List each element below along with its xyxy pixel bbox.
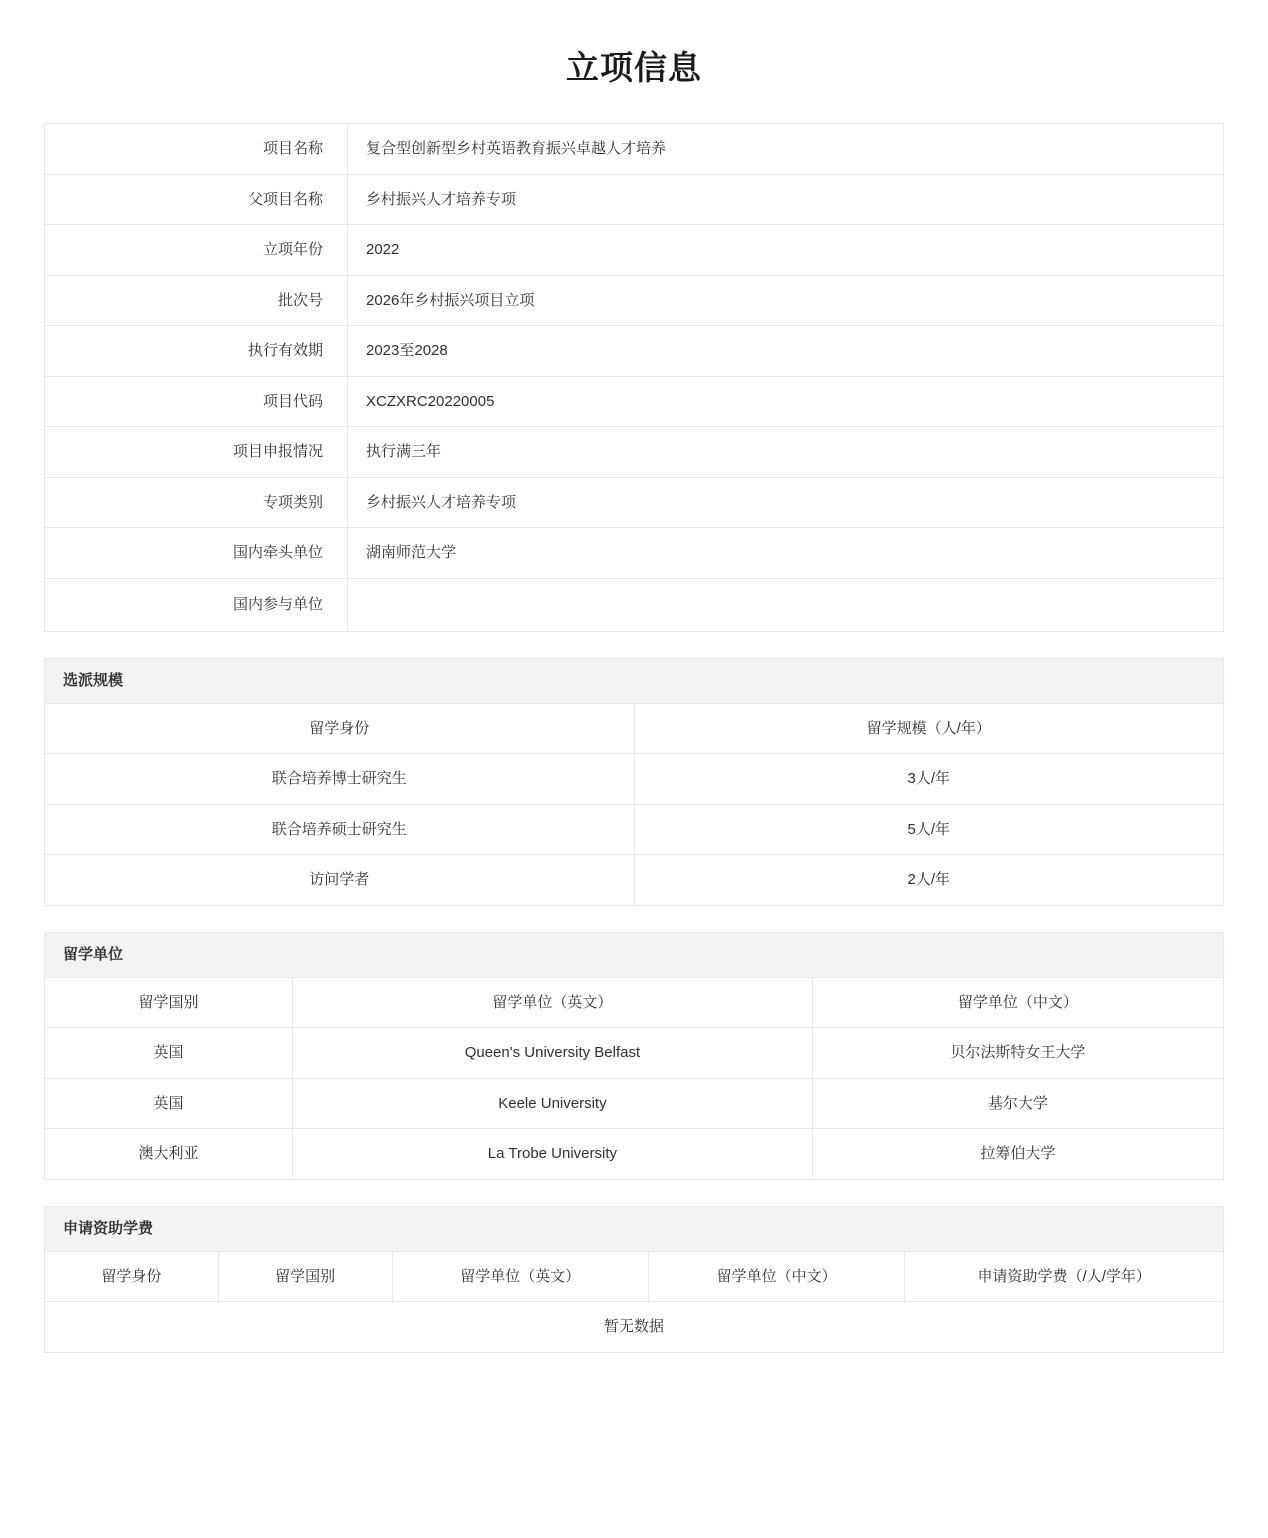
info-label: 立项年份 xyxy=(45,225,348,276)
column-header: 留学国别 xyxy=(45,978,293,1028)
funding-title: 申请资助学费 xyxy=(45,1207,1223,1252)
selection-scale-head xyxy=(45,704,1223,754)
funding-head xyxy=(45,1252,1223,1302)
table-cell: 澳大利亚 xyxy=(45,1129,293,1180)
table-cell: 联合培养博士研究生 xyxy=(45,754,634,805)
table-cell: 5人/年 xyxy=(634,804,1223,855)
info-label: 国内参与单位 xyxy=(45,578,348,631)
institutions-title: 留学单位 xyxy=(45,933,1223,978)
table-cell: La Trobe University xyxy=(293,1129,813,1180)
table-row xyxy=(45,1028,1223,1079)
selection-scale-title: 选派规模 xyxy=(45,659,1223,704)
table-cell: 基尔大学 xyxy=(812,1078,1223,1129)
info-value: 乡村振兴人才培养专项 xyxy=(348,477,1224,528)
table-row xyxy=(45,477,1223,528)
info-value: 执行满三年 xyxy=(348,427,1224,478)
table-row xyxy=(45,124,1223,174)
institutions-body xyxy=(45,1028,1223,1180)
info-label: 执行有效期 xyxy=(45,326,348,377)
table-cell: 英国 xyxy=(45,1028,293,1079)
table-header-row xyxy=(45,1252,1223,1302)
info-label: 项目申报情况 xyxy=(45,427,348,478)
table-row xyxy=(45,275,1223,326)
column-header: 留学单位（中文） xyxy=(648,1252,904,1302)
table-cell: 联合培养硕士研究生 xyxy=(45,804,634,855)
column-header: 留学规模（人/年） xyxy=(634,704,1223,754)
info-value: XCZXRC20220005 xyxy=(348,376,1224,427)
table-row xyxy=(45,855,1223,906)
info-label: 批次号 xyxy=(45,275,348,326)
info-label: 专项类别 xyxy=(45,477,348,528)
table-row xyxy=(45,804,1223,855)
funding-empty-text: 暂无数据 xyxy=(45,1302,1223,1353)
column-header: 留学身份 xyxy=(45,1252,218,1302)
info-value: 乡村振兴人才培养专项 xyxy=(348,174,1224,225)
table-cell: 英国 xyxy=(45,1078,293,1129)
table-row xyxy=(45,376,1223,427)
table-row xyxy=(45,427,1223,478)
project-info-body xyxy=(45,124,1223,631)
table-header-row xyxy=(45,978,1223,1028)
page-title: 立项信息 xyxy=(566,49,702,86)
institutions-head xyxy=(45,978,1223,1028)
table-row xyxy=(45,754,1223,805)
project-info-block xyxy=(44,123,1224,632)
table-cell: 访问学者 xyxy=(45,855,634,906)
project-info-table xyxy=(45,124,1223,632)
table-row xyxy=(45,1078,1223,1129)
table-cell: 贝尔法斯特女王大学 xyxy=(812,1028,1223,1079)
column-header: 申请资助学费（/人/学年） xyxy=(905,1252,1223,1302)
selection-scale-table xyxy=(45,704,1223,906)
funding-block xyxy=(44,1206,1224,1353)
column-header: 留学身份 xyxy=(45,704,634,754)
table-row xyxy=(45,528,1223,579)
table-cell: Queen's University Belfast xyxy=(293,1028,813,1079)
funding-table xyxy=(45,1252,1223,1353)
info-value: 2026年乡村振兴项目立项 xyxy=(348,275,1224,326)
funding-empty-row xyxy=(45,1302,1223,1353)
table-row xyxy=(45,326,1223,377)
column-header: 留学国别 xyxy=(218,1252,392,1302)
info-label: 国内牵头单位 xyxy=(45,528,348,579)
column-header: 留学单位（英文） xyxy=(392,1252,648,1302)
column-header: 留学单位（英文） xyxy=(293,978,813,1028)
table-cell: 3人/年 xyxy=(634,754,1223,805)
info-label: 父项目名称 xyxy=(45,174,348,225)
project-detail-page xyxy=(0,42,1268,1353)
table-cell: Keele University xyxy=(293,1078,813,1129)
table-row xyxy=(45,174,1223,225)
table-row xyxy=(45,225,1223,276)
institutions-block xyxy=(44,932,1224,1180)
selection-scale-body xyxy=(45,754,1223,906)
info-value: 湖南师范大学 xyxy=(348,528,1224,579)
table-cell: 2人/年 xyxy=(634,855,1223,906)
institutions-table xyxy=(45,978,1223,1180)
info-label: 项目名称 xyxy=(45,124,348,174)
funding-body xyxy=(45,1302,1223,1353)
column-header: 留学单位（中文） xyxy=(812,978,1223,1028)
info-value: 2023至2028 xyxy=(348,326,1224,377)
info-value: 2022 xyxy=(348,225,1224,276)
info-value: 复合型创新型乡村英语教育振兴卓越人才培养 xyxy=(348,124,1224,174)
table-row xyxy=(45,1129,1223,1180)
info-label: 项目代码 xyxy=(45,376,348,427)
table-header-row xyxy=(45,704,1223,754)
selection-scale-block xyxy=(44,658,1224,906)
table-cell: 拉筹伯大学 xyxy=(812,1129,1223,1180)
table-row xyxy=(45,578,1223,631)
info-value xyxy=(348,578,1224,631)
